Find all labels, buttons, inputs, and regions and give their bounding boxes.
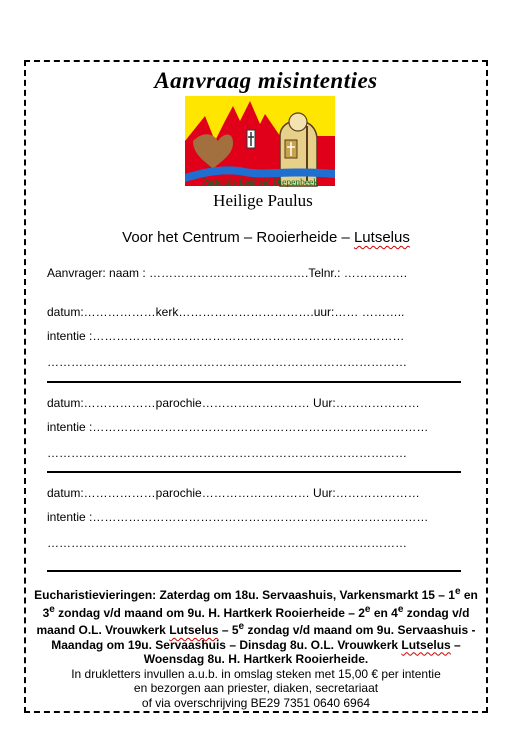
footer-schedule-line-2: 3e zondag v/d maand om 9u. H. Hartkerk Rooierheide – 2e en 4e zondag v/d: [42, 603, 470, 620]
footer-schedule-line-5: Woensdag 8u. H. Hartkerk Rooierheide.: [143, 652, 369, 666]
footer-instruction-1: In drukletters invullen a.u.b. in omslag steken met 15,00 € per intentie: [71, 666, 441, 681]
requester-line[interactable]: Aanvrager: naam : ………………………………….Telnr.: …………….: [47, 266, 408, 280]
divider-1: [47, 381, 461, 383]
footer-schedule-line-1: Eucharistievieringen: Zaterdag om 18u. Servaashuis, Varkensmarkt 15 – 1e en: [34, 586, 478, 602]
footer-schedule-line-3: maand O.L. Vrouwkerk Lutselus – 5e zondag v/d maand om 9u. Servaashuis -: [36, 621, 476, 637]
footer-instruction-2: en bezorgen aan priester, diaken, secretariaat: [133, 681, 379, 695]
logo-name: Heilige Paulus: [213, 191, 313, 210]
block3-datum-line[interactable]: datum:………………parochie……………………… Uur:…………………: [47, 486, 420, 500]
divider-3: [47, 570, 461, 572]
footer-bank-account: of via overschrijving BE29 7351 0640 6964: [141, 695, 371, 710]
block2-intentie-line[interactable]: intentie :…………………………………………………………………………: [47, 420, 429, 434]
block3-intentie-line[interactable]: intentie :…………………………………………………………………………: [47, 510, 429, 524]
logo-subtitle: Pastorale Eenheid Diepenbeek: [201, 178, 319, 188]
section-heading: [0, 229, 532, 246]
block1-dots-line[interactable]: ………………………………………………………………………………: [47, 355, 407, 369]
divider-2: [47, 471, 461, 473]
block1-intentie-line[interactable]: intentie :……………………………………………………………………: [47, 329, 405, 343]
heading-lutselus: Lutselus: [353, 229, 410, 246]
block2-datum-line[interactable]: datum:………………parochie……………………… Uur:…………………: [47, 396, 420, 410]
page-title: Aanvraag misintenties: [154, 68, 378, 93]
footer-schedule-line-4: Maandag om 19u. Servaashuis – Dinsdag 8u. O.L. Vrouwkerk Lutselus –: [51, 637, 461, 652]
footer-info: [30, 585, 482, 710]
block3-dots-line[interactable]: ………………………………………………………………………………: [47, 536, 407, 550]
heading-prefix: Voor het Centrum – Rooierheide –: [122, 229, 354, 246]
block1-datum-line[interactable]: datum:………………kerk…………………………….uur:…… ………..: [47, 305, 405, 319]
block2-dots-line[interactable]: ………………………………………………………………………………: [47, 446, 407, 460]
